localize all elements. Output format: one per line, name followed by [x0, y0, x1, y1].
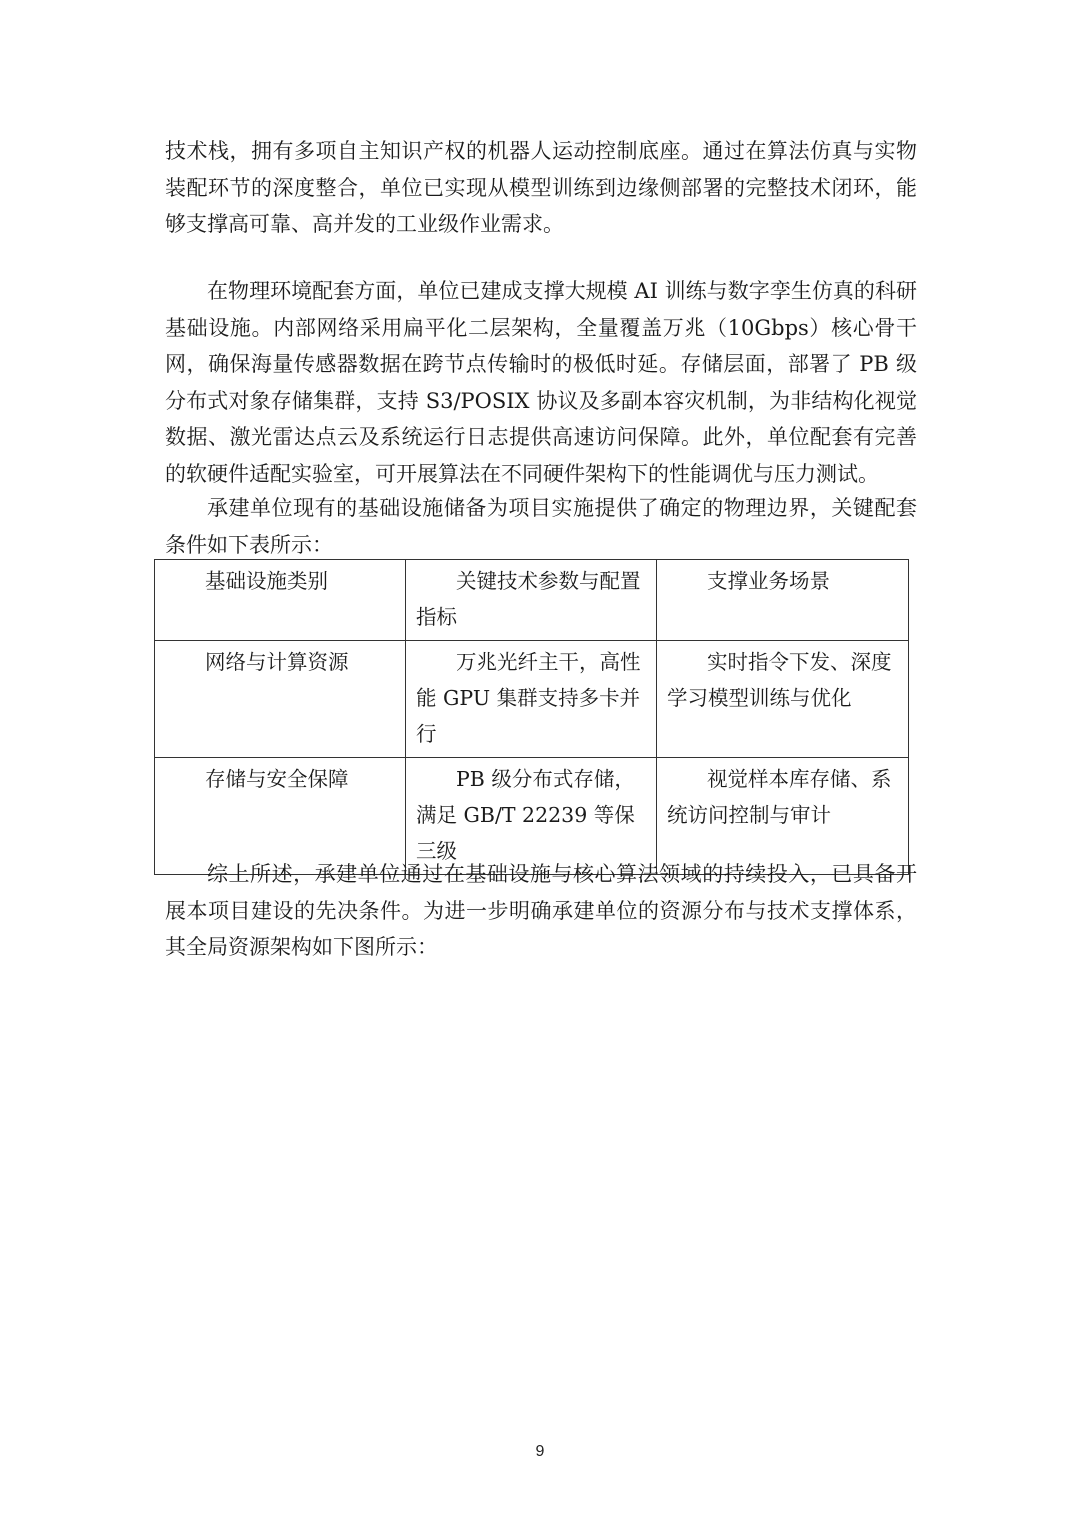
table-row: [155, 641, 909, 758]
table-header-scenarios: 支撑业务场景: [657, 560, 909, 641]
paragraph-tech-stack: 技术栈，拥有多项自主知识产权的机器人运动控制底座。通过在算法仿真与实物装配环节的深度整合，单位已实现从模型训练到边缘侧部署的完整技术闭环，能够支撑高可靠、高并发的工业级作业需求。: [165, 139, 917, 236]
table-cell-parameters: 万兆光纤主干，高性能 GPU 集群支持多卡并行: [406, 641, 657, 758]
table-cell-parameters: PB 级分布式存储，满足 GB/T 22239 等保三级: [406, 758, 657, 875]
paragraph-summary: 综上所述，承建单位通过在基础设施与核心算法领域的持续投入，已具备开展本项目建设的先决条件。为进一步明确承建单位的资源分布与技术支撑体系，其全局资源架构如下图所示：: [165, 862, 917, 959]
paragraph-physical-environment: 在物理环境配套方面，单位已建成支撑大规模 AI 训练与数字孪生仿真的科研基础设施。内部网络采用扁平化二层架构，全量覆盖万兆（10Gbps）核心骨干网，确保海量传感器数据在跨节点传输时的极低时延。存储层面，部署了 PB 级分布式对象存储集群，支持 S3/POSIX 协议及多副本容灾机制，为非结构化视觉数据、激光雷达点云及系统运行日志提供高速访问保障。此外，单位配套有完善的软硬件适配实验室，可开展算法在不同硬件架构下的性能调优与压力测试。: [165, 279, 917, 486]
infrastructure-table: [154, 559, 909, 875]
paragraph-table-intro: 承建单位现有的基础设施储备为项目实施提供了确定的物理边界，关键配套条件如下表所示：: [165, 496, 917, 557]
page-number: 9: [535, 1443, 545, 1460]
table-header-row: [155, 560, 909, 641]
table-cell-scenarios: 视觉样本库存储、系统访问控制与审计: [657, 758, 909, 875]
table-header-category: 基础设施类别: [155, 560, 406, 641]
table-cell-category: 存储与安全保障: [155, 758, 406, 875]
table-cell-scenarios: 实时指令下发、深度学习模型训练与优化: [657, 641, 909, 758]
table-header-parameters: 关键技术参数与配置指标: [406, 560, 657, 641]
table-cell-category: 网络与计算资源: [155, 641, 406, 758]
